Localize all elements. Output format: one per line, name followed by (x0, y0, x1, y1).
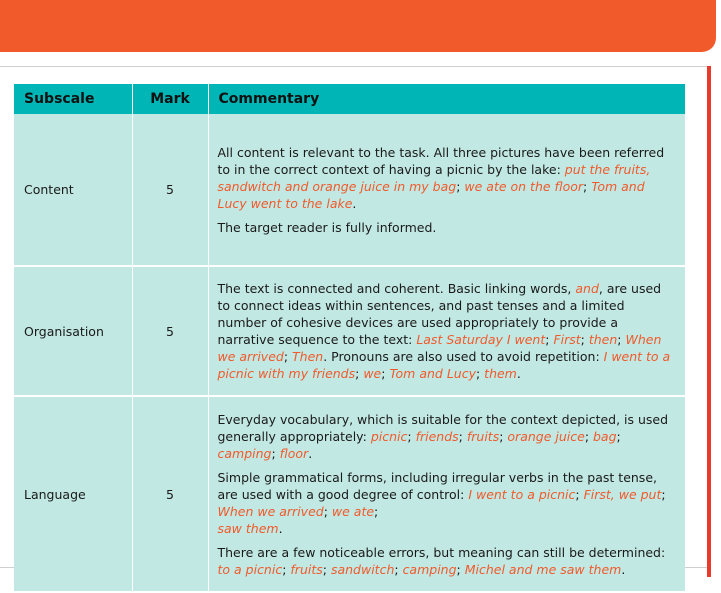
quoted-example: sandwitch (330, 561, 395, 577)
subscale-cell: Organisation (14, 266, 132, 396)
quoted-example: I went to a picnic (468, 486, 576, 502)
quoted-example: bag (593, 428, 617, 444)
commentary-text: ; (394, 561, 403, 577)
subscale-cell: Content (14, 114, 132, 266)
quoted-example: and (575, 281, 599, 296)
quoted-example: camping (402, 561, 457, 577)
quoted-example: orange juice (507, 428, 585, 444)
commentary-paragraph (218, 280, 676, 382)
commentary-cell (208, 396, 685, 592)
header-commentary: Commentary (208, 84, 685, 114)
commentary-text: , are used to connect ideas within sentences, and past tenses and a limited number of cohesive devices are used appropriately to provide a narrative sequence to the text: (217, 281, 662, 347)
quoted-example: Michel and me saw them (464, 561, 622, 577)
subscale-cell: Language (14, 396, 132, 592)
mark-cell: 5 (132, 114, 208, 266)
quoted-example: I went to a picnic with my friends (217, 349, 671, 381)
commentary-text: The text is connected and coherent. Basic linking words, (217, 281, 576, 296)
commentary-text: There are a few noticeable errors, but meaning can still be determined: (217, 544, 666, 560)
commentary-cell (208, 266, 685, 396)
header-subscale: Subscale (14, 84, 132, 114)
mark-cell: 5 (132, 396, 208, 592)
quoted-example: First (553, 332, 581, 347)
commentary-paragraph (218, 469, 676, 537)
quoted-example: First, we put (583, 486, 662, 502)
commentary-text: ; (617, 332, 626, 347)
commentary-text: ; (322, 561, 331, 577)
commentary-paragraph (218, 411, 676, 462)
table-row-language (14, 396, 685, 592)
quoted-example: When we arrived (217, 503, 324, 519)
quoted-example: to a picnic (217, 561, 283, 577)
commentary-text: ; (583, 178, 592, 194)
quoted-example: friends (415, 428, 459, 444)
commentary-paragraph (218, 544, 676, 578)
commentary-text: Everyday vocabulary, which is suitable for the context depicted, is used generally appropriately: (217, 411, 669, 444)
commentary-text: ; (616, 428, 621, 444)
commentary-text: ; (458, 428, 467, 444)
commentary-paragraph (218, 219, 676, 236)
commentary-text: ; (271, 445, 280, 461)
commentary-text: . (352, 195, 357, 211)
commentary-text: . (308, 445, 313, 461)
commentary-text: ; (580, 332, 589, 347)
mark-cell: 5 (132, 266, 208, 396)
commentary-text: The target reader is fully informed. (217, 219, 437, 235)
commentary-text: All content is relevant to the task. All three pictures have been referred to in the correct context of having a picnic by the lake: (217, 144, 665, 177)
commentary-text: ; (456, 561, 465, 577)
quoted-example: fruits (466, 428, 500, 444)
quoted-example: them (484, 366, 517, 381)
commentary-text: ; (381, 366, 390, 381)
side-accent-line (707, 66, 711, 577)
commentary-cell (208, 114, 685, 266)
commentary-paragraph (218, 144, 676, 212)
quoted-example: When we arrived (217, 332, 662, 364)
commentary-text: ; (545, 332, 554, 347)
commentary-text: ; (475, 366, 485, 381)
table-header-row (14, 84, 685, 114)
divider-rule (0, 66, 707, 67)
assessment-table (14, 84, 685, 593)
quoted-example: Then (292, 349, 324, 364)
commentary-text: ; (323, 503, 332, 519)
quoted-example: saw them (217, 520, 279, 536)
commentary-text: ; (575, 486, 584, 502)
top-banner (0, 0, 716, 52)
quoted-example: then (588, 332, 618, 347)
quoted-example: camping (217, 445, 272, 461)
quoted-example: we (363, 366, 382, 381)
quoted-example: we ate (331, 503, 375, 519)
commentary-text: ; (499, 428, 508, 444)
quoted-example: floor (279, 445, 309, 461)
quoted-example: Last Saturday I went (416, 332, 546, 347)
commentary-text: ; (584, 428, 593, 444)
commentary-text: . (516, 366, 521, 381)
commentary-text: . (278, 520, 283, 536)
commentary-text: Simple grammatical forms, including irregular verbs in the past tense, are used with a good degree of control: (217, 469, 657, 502)
commentary-text: ; (355, 366, 364, 381)
commentary-text: ; (282, 561, 291, 577)
quoted-example: put the fruits, sandwitch and orange juice in my bag (217, 161, 651, 194)
table-row-organisation (14, 266, 685, 396)
commentary-text: ; (407, 428, 416, 444)
quoted-example: picnic (370, 428, 408, 444)
commentary-text: ; (374, 503, 379, 519)
commentary-text: . Pronouns are also used to avoid repetition: (323, 349, 604, 364)
commentary-text: ; (456, 178, 465, 194)
header-mark: Mark (132, 84, 208, 114)
commentary-text: . (621, 561, 626, 577)
commentary-text: ; (283, 349, 293, 364)
quoted-example: fruits (290, 561, 323, 577)
table-row-content (14, 114, 685, 266)
quoted-example: Tom and Lucy (389, 366, 476, 381)
quoted-example: we ate on the floor (464, 178, 584, 194)
quoted-example: Tom and Lucy went to the lake (217, 178, 645, 211)
commentary-text: ; (661, 486, 666, 502)
